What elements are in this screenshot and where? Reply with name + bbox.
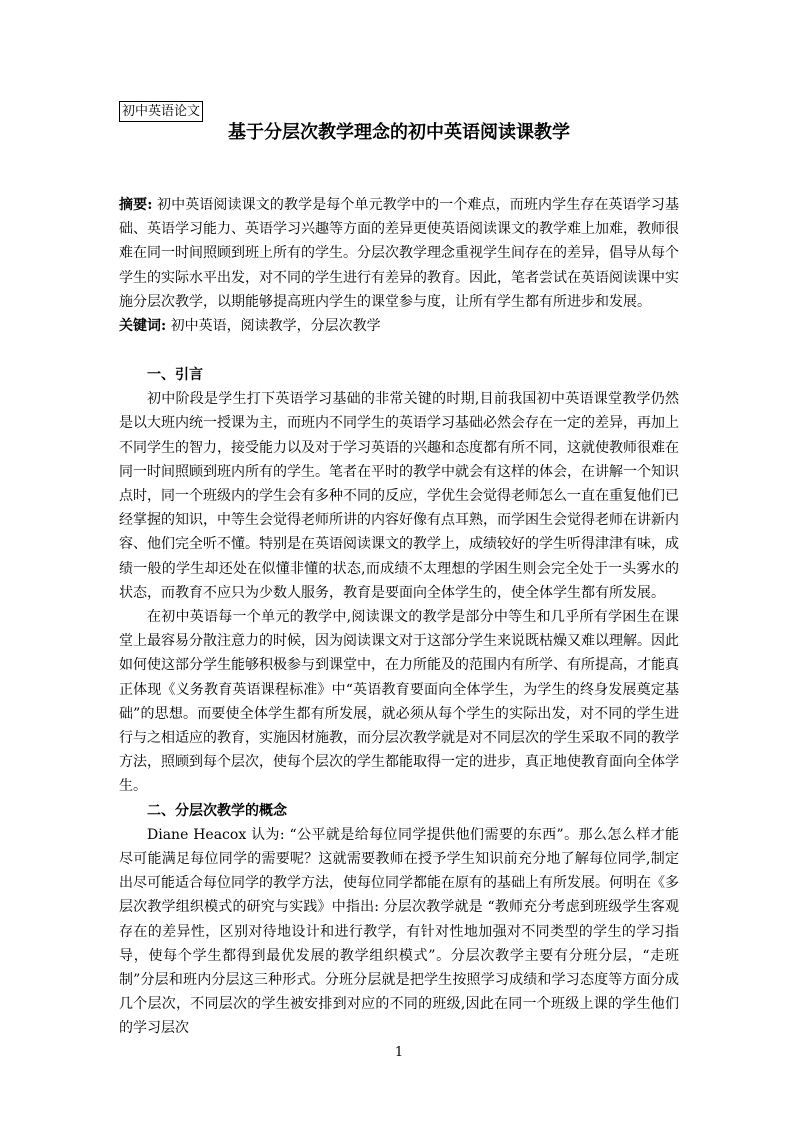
abstract-block	[119, 193, 679, 338]
page-title: 基于分层次教学理念的初中英语阅读课教学	[228, 122, 570, 143]
page-number: 1	[394, 1045, 404, 1060]
body-block	[119, 363, 679, 1041]
keywords-label: 关键词:	[119, 318, 167, 335]
keywords-paragraph	[119, 314, 679, 338]
keywords-text: 初中英语，阅读教学，分层次教学	[170, 318, 381, 335]
abstract-paragraph	[119, 193, 679, 314]
category-tag: 初中英语论文	[119, 101, 203, 122]
body-paragraph: Diane Heacox 认为: “公平就是给每位同学提供他们需要的东西”。那么怎么样才能尽可能满足每位同学的需要呢？这就需要教师在授予学生知识前充分地了解每位同学,制定出尽可能适合每位同学的教学方法，使每位同学都能在原有的基础上有所发展。何明在《多层次教学组织模式的研究与实践》中指出: 分层次教学就是 “教师充分考虑到班级学生客观存在的差异性，区别对待地设计和进行教学，有针对性地加强对不同类型的学生的学习指导，使每个学生都得到最优发展的教学组织模式”。分层次教学主要有分班分层，“走班制”分层和班内分层这三种形式。分班分层就是把学生按照学习成绩和学习态度等方面分成几个层次，不同层次的学生被安排到对应的不同的班级,因此在同一个班级上课的学生他们的学习层次	[119, 826, 679, 1037]
abstract-label: 摘要:	[119, 197, 153, 213]
section-heading-introduction: 一、引言	[147, 367, 203, 383]
body-paragraph: 在初中英语每一个单元的教学中,阅读课文的教学是部分中等生和几乎所有学困生在课堂上最容易分散注意力的时候，因为阅读课文对于这部分学生来说既枯燥又难以理解。因此如何使这部分学生能够积极参与到课堂中，在力所能及的范围内有所学、有所提高，才能真正体现《义务教育英语课程标准》中“英语教育要面向全体学生，为学生的终身发展奠定基础”的思想。而要使全体学生都有所发展，就必须从每个学生的实际出发，对不同的学生进行与之相适应的教育，实施因材施教，而分层次教学就是对不同层次的学生采取不同的教学方法，照顾到每个层次，使每个层次的学生都能取得一定的进步，真正地使教育面向全体学生。	[119, 609, 679, 795]
section-heading-concept: 二、分层次教学的概念	[147, 802, 287, 819]
body-paragraph: 初中阶段是学生打下英语学习基础的非常关键的时期,目前我国初中英语课堂教学仍然是以大班内统一授课为主，而班内不同学生的英语学习基础必然会存在一定的差异，再加上不同学生的智力，接受能力以及对于学习英语的兴趣和态度都有所不同，这就使教师很难在同一时间照顾到班内所有的学生。笔者在平时的教学中就会有这样的体会，在讲解一个知识点时，同一个班级内的学生会有多种不同的反应，学优生会觉得老师怎么一直在重复他们已经掌握的知识，中等生会觉得老师所讲的内容好像有点耳熟，而学困生会觉得老师在讲新内容、他们完全听不懂。特别是在英语阅读课文的教学上，成绩较好的学生听得津津有味，成绩一般的学生却还处在似懂非懂的状态,而成绩不太理想的学困生则会完全处于一头雾水的状态，而教育不应只为少数人服务，教育是要面向全体学生的，使全体学生都有所发展。	[119, 391, 679, 601]
abstract-text: 初中英语阅读课文的教学是每个单元教学中的一个难点，而班内学生存在英语学习基础、英语学习能力、英语学习兴趣等方面的差异更使英语阅读课文的教学难上加难，教师很难在同一时间照顾到班上所有的学生。分层次教学理念重视学生间存在的差异，倡导从每个学生的实际水平出发，对不同的学生进行有差异的教育。因此，笔者尝试在英语阅读课中实施分层次教学，以期能够提高班内学生的课堂参与度，让所有学生都有所进步和发展。	[119, 197, 680, 310]
